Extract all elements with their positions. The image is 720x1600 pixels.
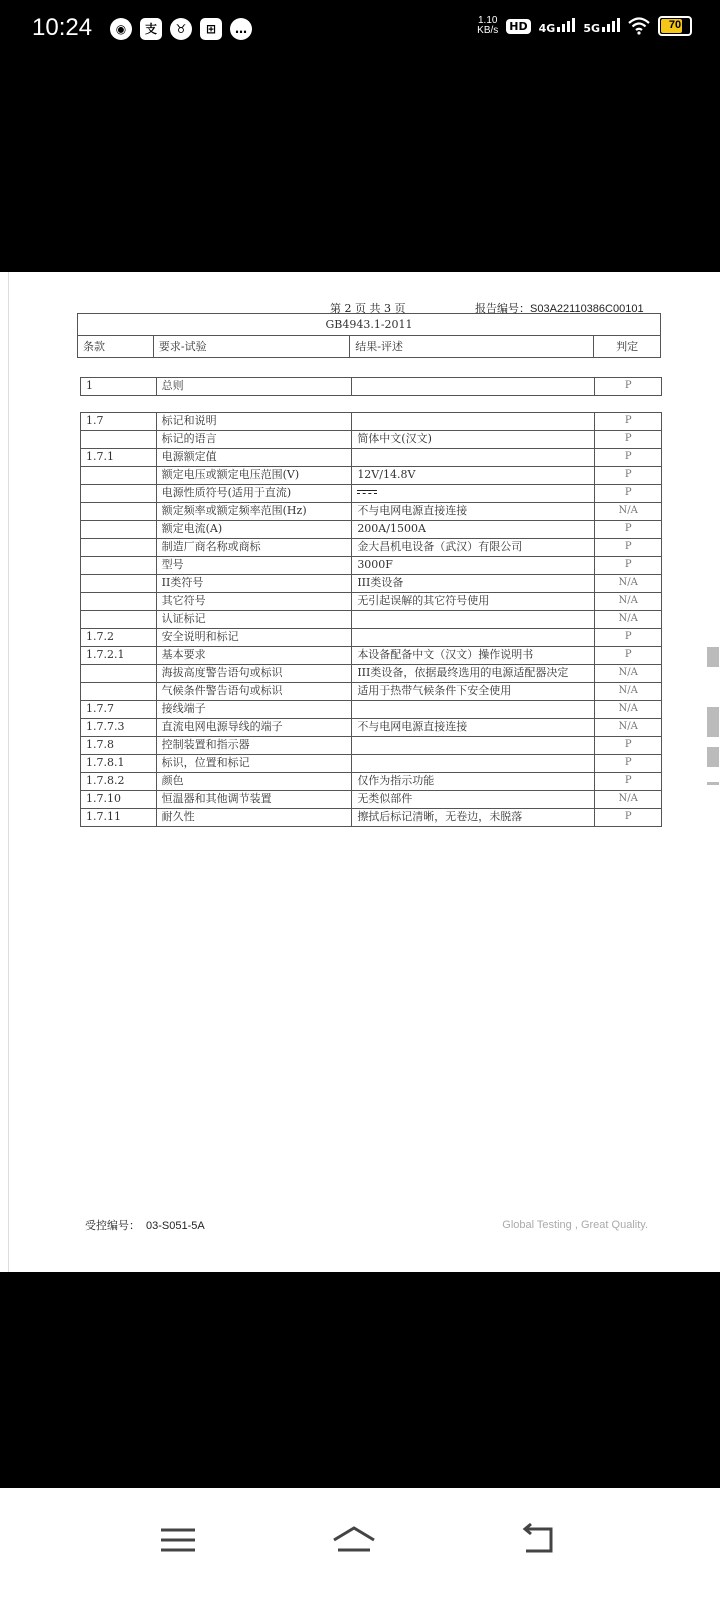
result-cell: 仅作为指示功能 (352, 773, 595, 791)
clause-cell (81, 431, 157, 449)
chat-bubble-icon: … (230, 18, 252, 40)
dc-symbol-icon (357, 490, 377, 497)
table-row (81, 773, 662, 791)
side-stamp-mark (705, 647, 720, 792)
result-cell: 擦拭后标记清晰，无卷边，未脱落 (352, 809, 595, 827)
result-cell: 200A/1500A (352, 521, 595, 539)
requirement-cell: 颜色 (156, 773, 352, 791)
hd-voice-icon: HD (506, 19, 530, 34)
verdict-cell: P (595, 629, 662, 647)
standard-title: GB4943.1-2011 (78, 314, 661, 336)
notification-icons (110, 18, 252, 40)
verdict-cell: P (595, 737, 662, 755)
clause-cell: 1.7.11 (81, 809, 157, 827)
section-table (80, 377, 662, 396)
result-cell: 不与电网电源直接连接 (352, 503, 595, 521)
table-row (81, 449, 662, 467)
table-row (81, 791, 662, 809)
verdict-cell: N/A (595, 665, 662, 683)
result-cell: 无引起误解的其它符号使用 (352, 593, 595, 611)
app-cow-icon: ♉ (170, 18, 192, 40)
table-row (81, 467, 662, 485)
result-cell (352, 485, 595, 503)
clause-cell: 1.7.7.3 (81, 719, 157, 737)
result-cell: 3000F (352, 557, 595, 575)
battery-icon: 70 (658, 16, 692, 36)
clause-cell (81, 521, 157, 539)
clause-cell: 1.7.1 (81, 449, 157, 467)
requirement-cell: 标记和说明 (156, 413, 352, 431)
header-clause: 条款 (78, 336, 154, 358)
status-bar (0, 0, 720, 60)
navigation-bar (0, 1488, 720, 1600)
result-cell: III类设备 (352, 575, 595, 593)
clause-cell (81, 467, 157, 485)
table-row (81, 413, 662, 431)
requirement-cell: 控制装置和指示器 (156, 737, 352, 755)
requirement-cell: 电源性质符号(适用于直流) (156, 485, 352, 503)
clause-cell: 1.7.2 (81, 629, 157, 647)
alipay-icon: 支 (140, 18, 162, 40)
table-row (81, 755, 662, 773)
clause-cell: 1.7.10 (81, 791, 157, 809)
document-page[interactable] (0, 272, 720, 1272)
app-store-icon: ⊞ (200, 18, 222, 40)
requirement-cell: 认证标记 (156, 611, 352, 629)
wechat-icon: ◉ (110, 18, 132, 40)
result-cell: 金大昌机电设备（武汉）有限公司 (352, 539, 595, 557)
result-cell: 不与电网电源直接连接 (352, 719, 595, 737)
table-row (81, 683, 662, 701)
table-row: 1 总则 P (81, 378, 662, 396)
verdict-cell: P (595, 809, 662, 827)
network-speed: 1.10 KB/s (477, 15, 499, 36)
table-row (81, 557, 662, 575)
result-cell: 12V/14.8V (352, 467, 595, 485)
verdict-cell: P (595, 539, 662, 557)
result-cell (352, 449, 595, 467)
verdict-cell: P (595, 467, 662, 485)
requirement-cell: 标记的语言 (156, 431, 352, 449)
clause-cell (81, 557, 157, 575)
clause-cell (81, 611, 157, 629)
table-row (81, 665, 662, 683)
control-number: 受控编号： 03-S051-5A (85, 1219, 205, 1232)
requirement-cell: 型号 (156, 557, 352, 575)
table-row (81, 809, 662, 827)
verdict-cell: N/A (595, 503, 662, 521)
verdict-cell: N/A (595, 611, 662, 629)
requirement-cell: 其它符号 (156, 593, 352, 611)
requirement-cell: 恒温器和其他调节装置 (156, 791, 352, 809)
requirement-cell: 电源额定值 (156, 449, 352, 467)
result-cell: 无类似部件 (352, 791, 595, 809)
report-number: 报告编号：S03A22110386C00101 (475, 303, 644, 315)
clause-cell: 1.7.2.1 (81, 647, 157, 665)
table-row (81, 431, 662, 449)
requirement-cell: 额定电压或额定电压范围(V) (156, 467, 352, 485)
table-header (77, 313, 661, 358)
table-row (81, 701, 662, 719)
table-row (81, 521, 662, 539)
verdict-cell: N/A (595, 683, 662, 701)
result-cell: 简体中文(汉文) (352, 431, 595, 449)
verdict-cell: P (595, 647, 662, 665)
wifi-icon (628, 17, 650, 35)
requirement-cell: 制造厂商名称或商标 (156, 539, 352, 557)
clause-cell (81, 485, 157, 503)
verdict-cell: N/A (595, 575, 662, 593)
result-cell (352, 629, 595, 647)
table-row (81, 485, 662, 503)
requirement-cell: 额定电流(A) (156, 521, 352, 539)
table-row (81, 737, 662, 755)
requirements-table (80, 412, 662, 827)
requirement-cell: 海拔高度警告语句或标识 (156, 665, 352, 683)
requirement-cell: 耐久性 (156, 809, 352, 827)
clause-cell (81, 503, 157, 521)
requirement-cell: 直流电网电源导线的端子 (156, 719, 352, 737)
header-requirement: 要求-试验 (153, 336, 349, 358)
clause-cell: 1.7.7 (81, 701, 157, 719)
result-cell (352, 755, 595, 773)
table-row (81, 629, 662, 647)
table-row (81, 575, 662, 593)
home-icon[interactable] (324, 1510, 384, 1570)
clause-cell: 1.7.8 (81, 737, 157, 755)
verdict-cell: N/A (595, 593, 662, 611)
requirement-cell: 接线端子 (156, 701, 352, 719)
clause-cell (81, 575, 157, 593)
back-icon[interactable] (508, 1510, 568, 1570)
requirement-cell: 标识，位置和标记 (156, 755, 352, 773)
verdict-cell: P (595, 773, 662, 791)
table-row (81, 593, 662, 611)
result-cell: 本设备配备中文（汉文）操作说明书 (352, 647, 595, 665)
verdict-cell: P (595, 755, 662, 773)
table-row (81, 647, 662, 665)
header-result: 结果-评述 (350, 336, 594, 358)
verdict-cell: P (595, 413, 662, 431)
requirement-cell: 额定频率或额定频率范围(Hz) (156, 503, 352, 521)
result-cell (352, 701, 595, 719)
requirement-cell: II类符号 (156, 575, 352, 593)
result-cell: 适用于热带气候条件下安全使用 (352, 683, 595, 701)
result-cell: III类设备，依据最终选用的电源适配器决定 (352, 665, 595, 683)
verdict-cell: P (595, 485, 662, 503)
signal-4g-icon: 4G (539, 18, 576, 35)
clause-cell (81, 539, 157, 557)
requirement-cell: 气候条件警告语句或标识 (156, 683, 352, 701)
signal-5g-icon: 5G (583, 18, 620, 35)
verdict-cell: N/A (595, 701, 662, 719)
verdict-cell: P (595, 521, 662, 539)
clause-cell: 1.7.8.1 (81, 755, 157, 773)
menu-icon[interactable] (148, 1510, 208, 1570)
result-cell (352, 611, 595, 629)
table-row (81, 719, 662, 737)
page-info: 第 2 页 共 3 页 (330, 302, 406, 315)
verdict-cell: P (595, 557, 662, 575)
clause-cell: 1.7.8.2 (81, 773, 157, 791)
requirement-cell: 安全说明和标记 (156, 629, 352, 647)
verdict-cell: P (595, 449, 662, 467)
clause-cell (81, 665, 157, 683)
result-cell (352, 737, 595, 755)
table-row (81, 503, 662, 521)
result-cell (352, 413, 595, 431)
verdict-cell: P (595, 431, 662, 449)
verdict-cell: N/A (595, 719, 662, 737)
header-verdict: 判定 (594, 336, 661, 358)
footer-slogan: Global Testing , Great Quality. (502, 1219, 648, 1231)
table-row (81, 539, 662, 557)
clause-cell (81, 593, 157, 611)
clause-cell: 1.7 (81, 413, 157, 431)
requirement-cell: 基本要求 (156, 647, 352, 665)
status-time: 10:24 (32, 14, 93, 41)
table-row (81, 611, 662, 629)
clause-cell (81, 683, 157, 701)
system-status (477, 16, 692, 36)
verdict-cell: N/A (595, 791, 662, 809)
